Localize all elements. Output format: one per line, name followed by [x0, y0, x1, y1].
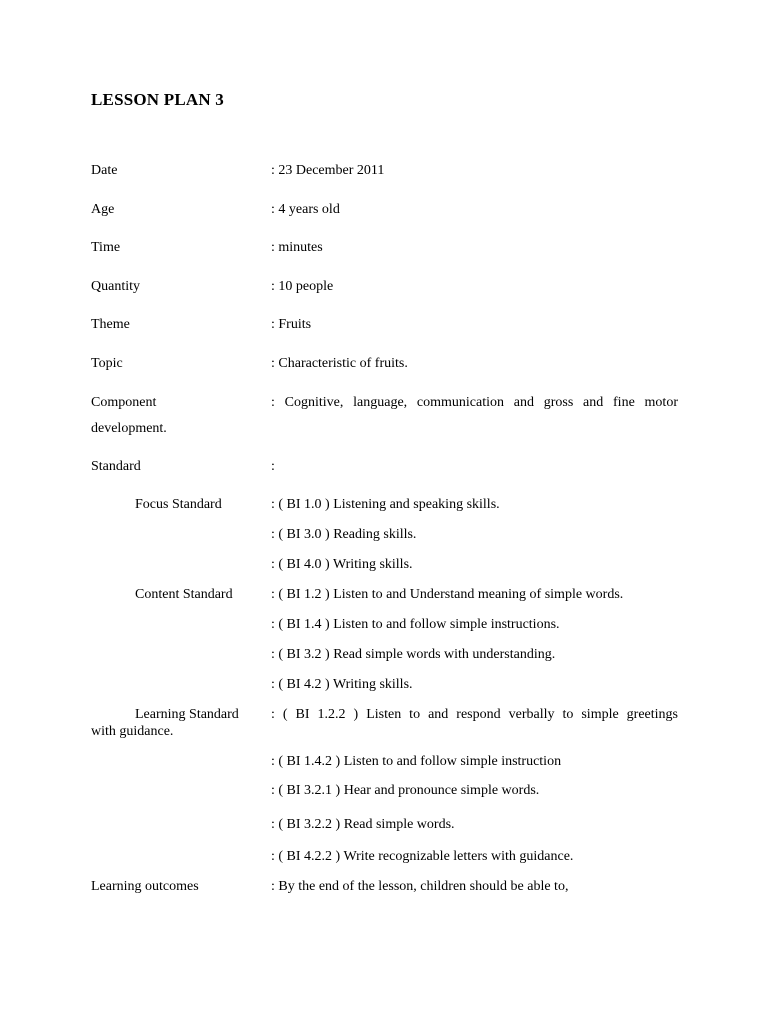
standard-label: Standard — [91, 459, 141, 474]
quantity-value: : 10 people — [271, 279, 334, 294]
learning-standard-continuation: with guidance. — [91, 724, 174, 739]
learning-standard-item: : ( BI 1.2.2 ) Listen to and respond verbally to simple greetings — [271, 707, 678, 722]
time-label: Time — [91, 240, 121, 255]
content-standard-item: : ( BI 3.2 ) Read simple words with understanding. — [271, 647, 556, 662]
quantity-label: Quantity — [91, 279, 140, 294]
content-standard-item: : ( BI 1.4 ) Listen to and follow simple instructions. — [271, 617, 560, 632]
focus-standard-item: : ( BI 4.0 ) Writing skills. — [271, 557, 413, 572]
topic-value: : Characteristic of fruits. — [271, 356, 408, 371]
time-value: : minutes — [271, 240, 323, 255]
focus-standard-item: : ( BI 3.0 ) Reading skills. — [271, 527, 417, 542]
date-value: : 23 December 2011 — [271, 163, 385, 178]
component-continuation: development. — [91, 421, 167, 436]
content-standard-label: Content Standard — [135, 587, 233, 602]
component-label: Component — [91, 395, 157, 410]
topic-label: Topic — [91, 356, 123, 371]
standard-value: : — [271, 459, 275, 474]
age-value: : 4 years old — [271, 202, 340, 217]
date-label: Date — [91, 163, 118, 178]
learning-standard-label: Learning Standard — [135, 707, 239, 722]
learning-standard-item: : ( BI 4.2.2 ) Write recognizable letters with guidance. — [271, 849, 574, 864]
focus-standard-item: : ( BI 1.0 ) Listening and speaking skills. — [271, 497, 500, 512]
focus-standard-label: Focus Standard — [135, 497, 222, 512]
content-standard-item: : ( BI 1.2 ) Listen to and Understand meaning of simple words. — [271, 587, 624, 602]
content-standard-item: : ( BI 4.2 ) Writing skills. — [271, 677, 413, 692]
theme-value: : Fruits — [271, 317, 312, 332]
learning-standard-item: : ( BI 1.4.2 ) Listen to and follow simple instruction — [271, 754, 562, 769]
age-label: Age — [91, 202, 115, 217]
learning-standard-item: : ( BI 3.2.1 ) Hear and pronounce simple words. — [271, 783, 540, 798]
theme-label: Theme — [91, 317, 130, 332]
learning-standard-item: : ( BI 3.2.2 ) Read simple words. — [271, 817, 455, 832]
learning-outcomes-value: : By the end of the lesson, children should be able to, — [271, 879, 569, 894]
page-title: LESSON PLAN 3 — [91, 90, 224, 109]
component-value: : Cognitive, language, communication and gross and fine motor — [271, 395, 678, 410]
learning-outcomes-label: Learning outcomes — [91, 879, 199, 894]
